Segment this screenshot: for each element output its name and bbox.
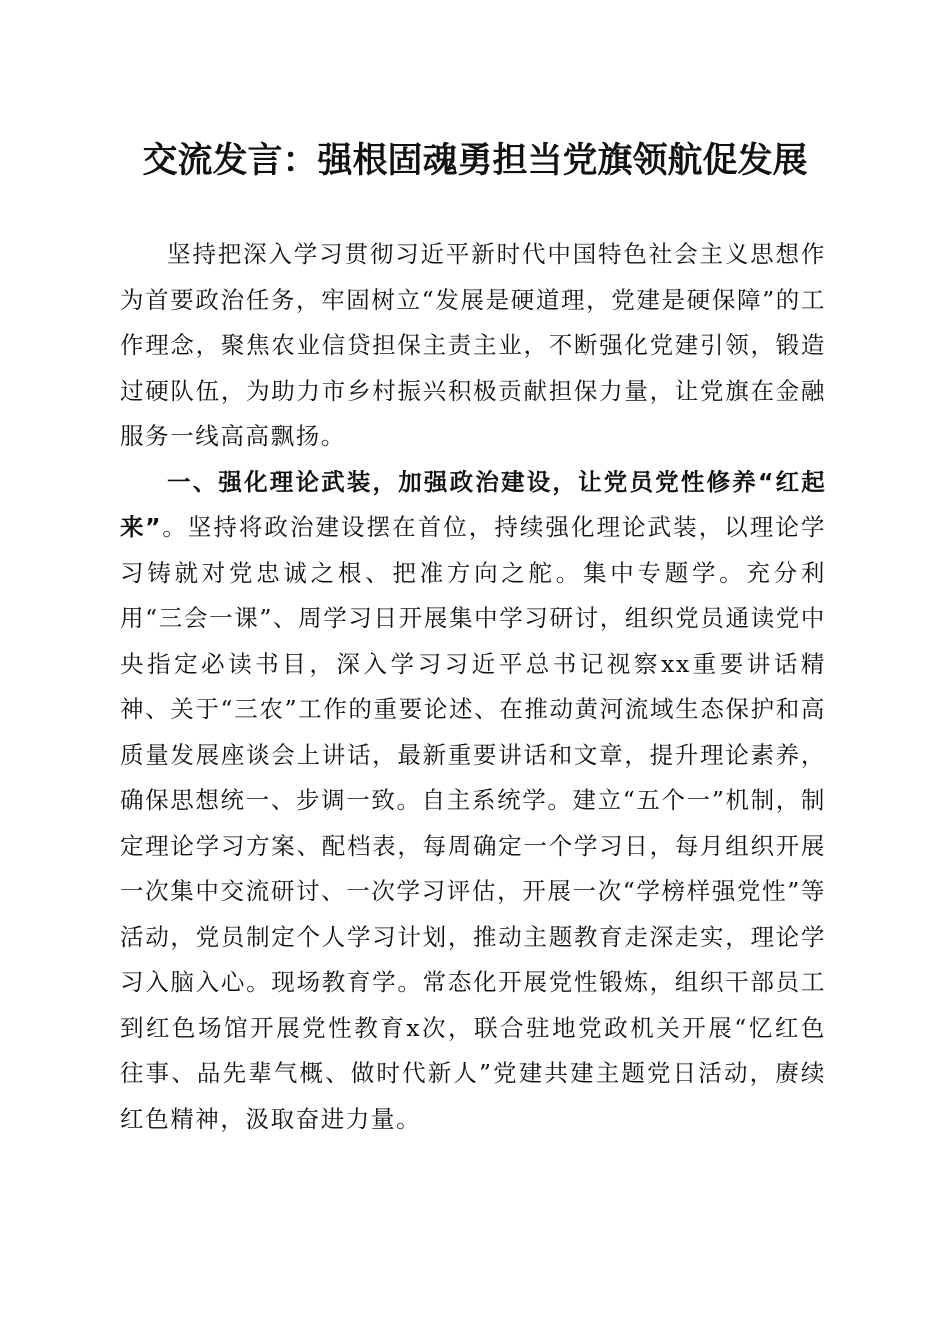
document-body [120,232,826,1142]
section-one-paragraph [120,460,826,1143]
document-title: 交流发言：强根固魂勇担当党旗领航促发展 [142,140,808,181]
section-one-heading: 一、强化理论武装，加强政治建设，让党员党性修养“红起来” [120,467,826,541]
section-one-body: 。坚持将政治建设摆在首位，持续强化理论武装，以理论学习铸就对党忠诚之根、把准方向之舵。集中专题学。充分利用“三会一课”、周学习日开展集中学习研讨，组织党员通读党中央指定必读书目，深入学习习近平总书记视察xx重要讲话精神、关于“三农”工作的重要论述、在推动黄河流域生态保护和高质量发展座谈会上讲话，最新重要讲话和文章，提升理论素养，确保思想统一、步调一致。自主系统学。建立“五个一”机制，制定理论学习方案、配档表，每周确定一个学习日，每月组织开展一次集中交流研讨、一次学习评估，开展一次“学榜样强党性”等活动，党员制定个人学习计划，推动主题教育走深走实，理论学习入脑入心。现场教育学。常态化开展党性锻炼，组织干部员工到红色场馆开展党性教育x次，联合驻地党政机关开展“忆红色往事、品先辈气概、做时代新人”党建共建主题党日活动，赓续红色精神，汲取奋进力量。 [120,513,826,1133]
intro-paragraph: 坚持把深入学习贯彻习近平新时代中国特色社会主义思想作为首要政治任务，牢固树立“发展是硬道理，党建是硬保障”的工作理念，聚焦农业信贷担保主责主业，不断强化党建引领，锻造过硬队伍，为助力市乡村振兴积极贡献担保力量，让党旗在金融服务一线高高飘扬。 [120,240,826,450]
